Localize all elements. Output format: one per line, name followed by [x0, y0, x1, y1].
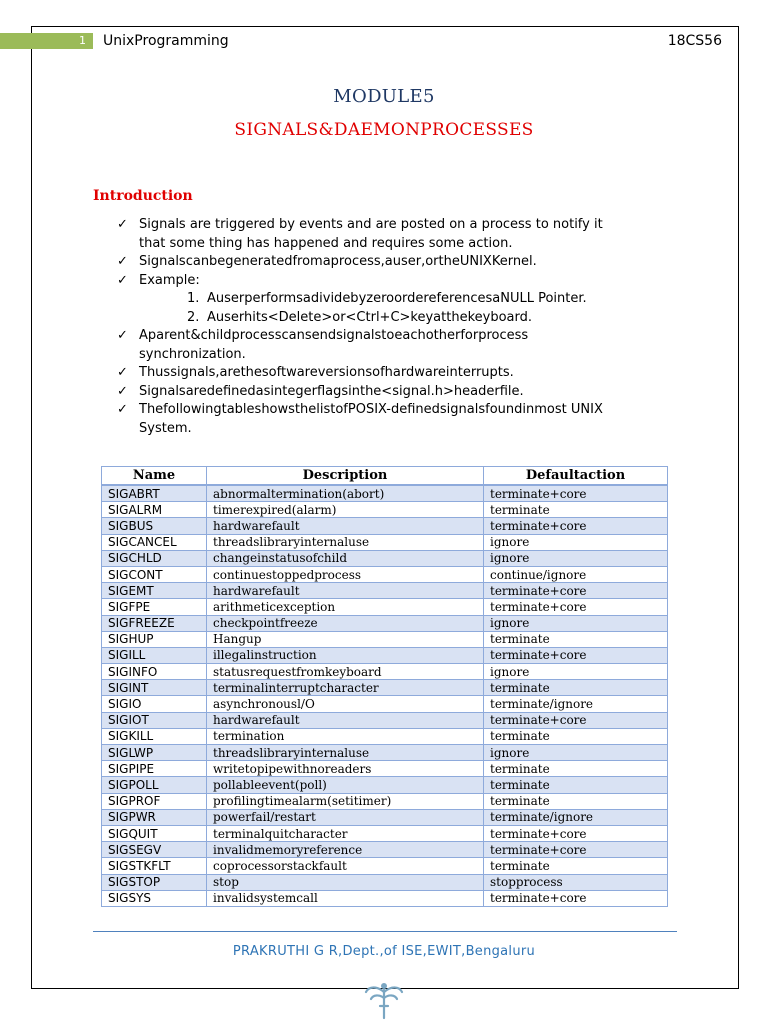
- default-action-cell: terminate: [484, 761, 668, 777]
- checkmark-icon: ✓: [117, 217, 128, 232]
- signal-description-cell: illegalinstruction: [207, 647, 484, 663]
- signal-description-cell: powerfail/restart: [207, 809, 484, 825]
- default-action-cell: continue/ignore: [484, 566, 668, 582]
- signal-name-cell: SIGPIPE: [102, 761, 207, 777]
- default-action-cell: terminate: [484, 793, 668, 809]
- signal-name-cell: SIGINT: [102, 680, 207, 696]
- ornament-icon: [363, 980, 405, 1020]
- signal-name-cell: SIGCANCEL: [102, 534, 207, 550]
- signal-name-cell: SIGKILL: [102, 728, 207, 744]
- table-row: [102, 647, 668, 663]
- table-row: [102, 550, 668, 566]
- signal-name-cell: SIGPWR: [102, 809, 207, 825]
- default-action-cell: terminate: [484, 502, 668, 518]
- signals-table: [101, 466, 668, 907]
- checkmark-icon: ✓: [117, 272, 128, 288]
- signal-name-cell: SIGSTKFLT: [102, 858, 207, 874]
- default-action-cell: terminate: [484, 858, 668, 874]
- default-action-cell: terminate+core: [484, 890, 668, 906]
- table-row: [102, 518, 668, 534]
- signal-description-cell: statusrequestfromkeyboard: [207, 664, 484, 680]
- example-number: 1.: [187, 291, 200, 306]
- table-row: [102, 793, 668, 809]
- default-action-cell: ignore: [484, 745, 668, 761]
- table-row: [102, 502, 668, 518]
- bullet-text: synchronization.: [139, 346, 246, 362]
- signal-description-cell: termination: [207, 728, 484, 744]
- default-action-cell: ignore: [484, 534, 668, 550]
- column-header-name: Name: [102, 467, 207, 486]
- default-action-cell: terminate: [484, 680, 668, 696]
- signal-name-cell: SIGINFO: [102, 664, 207, 680]
- table-row: [102, 890, 668, 906]
- chapter-subtitle: SIGNALS&DAEMONPROCESSES: [234, 120, 534, 140]
- bullet-text: ThefollowingtableshowsthelistofPOSIX-definedsignalsfoundinmost UNIX: [139, 402, 603, 417]
- signal-name-cell: SIGQUIT: [102, 825, 207, 841]
- table-row: [102, 874, 668, 890]
- table-body: [102, 485, 668, 906]
- signal-name-cell: SIGFPE: [102, 599, 207, 615]
- section-heading: Introduction: [93, 188, 193, 204]
- signal-name-cell: SIGSEGV: [102, 842, 207, 858]
- footer-divider: [93, 931, 677, 932]
- example-item: [187, 290, 677, 309]
- table-row: [102, 761, 668, 777]
- bullet-text: Signalsaredefinedasintegerflagsinthe<signal.h>headerfile.: [139, 383, 524, 399]
- signal-description-cell: hardwarefault: [207, 583, 484, 599]
- bullet-text: System.: [139, 420, 192, 436]
- checkmark-icon: ✓: [117, 328, 128, 343]
- signal-name-cell: SIGIO: [102, 696, 207, 712]
- default-action-cell: ignore: [484, 550, 668, 566]
- signal-name-cell: SIGPOLL: [102, 777, 207, 793]
- signal-description-cell: arithmeticexception: [207, 599, 484, 615]
- table-row: [102, 566, 668, 582]
- bullet-text: Signalscanbegeneratedfromaprocess,auser,ortheUNIXKernel.: [139, 254, 537, 269]
- default-action-cell: terminate/ignore: [484, 809, 668, 825]
- bullet-list: [117, 216, 677, 438]
- signal-description-cell: hardwarefault: [207, 712, 484, 728]
- signal-description-cell: hardwarefault: [207, 518, 484, 534]
- signal-name-cell: SIGLWP: [102, 745, 207, 761]
- signal-description-cell: continuestoppedprocess: [207, 566, 484, 582]
- list-item: [117, 327, 677, 364]
- default-action-cell: stopprocess: [484, 874, 668, 890]
- column-header-description: Description: [207, 467, 484, 486]
- default-action-cell: terminate+core: [484, 599, 668, 615]
- page-number: 1: [79, 34, 86, 47]
- table-row: [102, 712, 668, 728]
- signal-description-cell: timerexpired(alarm): [207, 502, 484, 518]
- signal-description-cell: changeinstatusofchild: [207, 550, 484, 566]
- signal-description-cell: invalidsystemcall: [207, 890, 484, 906]
- signal-description-cell: threadslibraryinternaluse: [207, 745, 484, 761]
- signal-name-cell: SIGSTOP: [102, 874, 207, 890]
- table-row: [102, 842, 668, 858]
- checkmark-icon: ✓: [117, 365, 128, 380]
- signal-name-cell: SIGILL: [102, 647, 207, 663]
- bullet-text: Aparent&childprocesscansendsignalstoeachotherforprocess: [139, 328, 529, 343]
- list-item: [117, 401, 677, 438]
- example-number: 2.: [187, 309, 200, 325]
- signal-name-cell: SIGALRM: [102, 502, 207, 518]
- list-item: [117, 253, 677, 272]
- signal-description-cell: terminalquitcharacter: [207, 825, 484, 841]
- course-code: 18CS56: [667, 33, 722, 49]
- signal-description-cell: coprocessorstackfault: [207, 858, 484, 874]
- module-title: MODULE5: [333, 86, 435, 107]
- signal-name-cell: SIGCHLD: [102, 550, 207, 566]
- table-row: [102, 745, 668, 761]
- default-action-cell: terminate+core: [484, 518, 668, 534]
- table-row: [102, 583, 668, 599]
- table-row: [102, 485, 668, 502]
- signal-description-cell: threadslibraryinternaluse: [207, 534, 484, 550]
- default-action-cell: terminate: [484, 631, 668, 647]
- table-row: [102, 825, 668, 841]
- default-action-cell: terminate: [484, 777, 668, 793]
- signal-description-cell: Hangup: [207, 631, 484, 647]
- bullet-text: Thussignals,arethesoftwareversionsofhardwareinterrupts.: [139, 365, 514, 380]
- table-row: [102, 809, 668, 825]
- default-action-cell: ignore: [484, 664, 668, 680]
- default-action-cell: terminate+core: [484, 485, 668, 502]
- signal-name-cell: SIGEMT: [102, 583, 207, 599]
- bullet-text: Signals are triggered by events and are posted on a process to notify it: [139, 217, 603, 232]
- table-row: [102, 534, 668, 550]
- signal-name-cell: SIGBUS: [102, 518, 207, 534]
- checkmark-icon: ✓: [117, 383, 128, 399]
- default-action-cell: terminate+core: [484, 583, 668, 599]
- example-item: [187, 309, 677, 328]
- signal-name-cell: SIGIOT: [102, 712, 207, 728]
- table-row: [102, 664, 668, 680]
- example-text: AuserperformsadividebyzeroordereferencesaNULL Pointer.: [207, 291, 587, 306]
- signal-description-cell: profilingtimealarm(setitimer): [207, 793, 484, 809]
- table-header-row: [102, 467, 668, 486]
- signal-description-cell: stop: [207, 874, 484, 890]
- signal-description-cell: checkpointfreeze: [207, 615, 484, 631]
- table-row: [102, 680, 668, 696]
- table-row: [102, 631, 668, 647]
- default-action-cell: terminate: [484, 728, 668, 744]
- column-header-default-action: Defaultaction: [484, 467, 668, 486]
- signal-description-cell: invalidmemoryreference: [207, 842, 484, 858]
- footer-text: PRAKRUTHI G R,Dept.,of ISE,EWIT,Bengaluru: [232, 944, 536, 959]
- example-list: [139, 290, 677, 327]
- checkmark-icon: ✓: [117, 402, 128, 417]
- example-text: Auserhits<Delete>or<Ctrl+C>keyatthekeyboard.: [207, 309, 533, 325]
- signal-description-cell: writetopipewithnoreaders: [207, 761, 484, 777]
- signal-name-cell: SIGABRT: [102, 485, 207, 502]
- table-row: [102, 599, 668, 615]
- list-item: [117, 216, 677, 253]
- signal-description-cell: terminalinterruptcharacter: [207, 680, 484, 696]
- signal-name-cell: SIGFREEZE: [102, 615, 207, 631]
- list-item: [117, 383, 677, 402]
- table-row: [102, 696, 668, 712]
- table-row: [102, 858, 668, 874]
- signal-description-cell: asynchronousl/O: [207, 696, 484, 712]
- default-action-cell: terminate+core: [484, 712, 668, 728]
- signal-name-cell: SIGHUP: [102, 631, 207, 647]
- signal-name-cell: SIGCONT: [102, 566, 207, 582]
- default-action-cell: terminate+core: [484, 825, 668, 841]
- signal-name-cell: SIGSYS: [102, 890, 207, 906]
- default-action-cell: terminate+core: [484, 842, 668, 858]
- bullet-text: that some thing has happened and requires some action.: [139, 235, 513, 251]
- bullet-text: Example:: [139, 272, 200, 288]
- default-action-cell: ignore: [484, 615, 668, 631]
- table-row: [102, 728, 668, 744]
- table-row: [102, 615, 668, 631]
- default-action-cell: terminate+core: [484, 647, 668, 663]
- signal-description-cell: pollableevent(poll): [207, 777, 484, 793]
- header-title: UnixProgramming: [103, 33, 229, 49]
- list-item: [117, 272, 677, 328]
- default-action-cell: terminate/ignore: [484, 696, 668, 712]
- list-item: [117, 364, 677, 383]
- checkmark-icon: ✓: [117, 254, 128, 269]
- signal-name-cell: SIGPROF: [102, 793, 207, 809]
- signal-description-cell: abnormaltermination(abort): [207, 485, 484, 502]
- table-row: [102, 777, 668, 793]
